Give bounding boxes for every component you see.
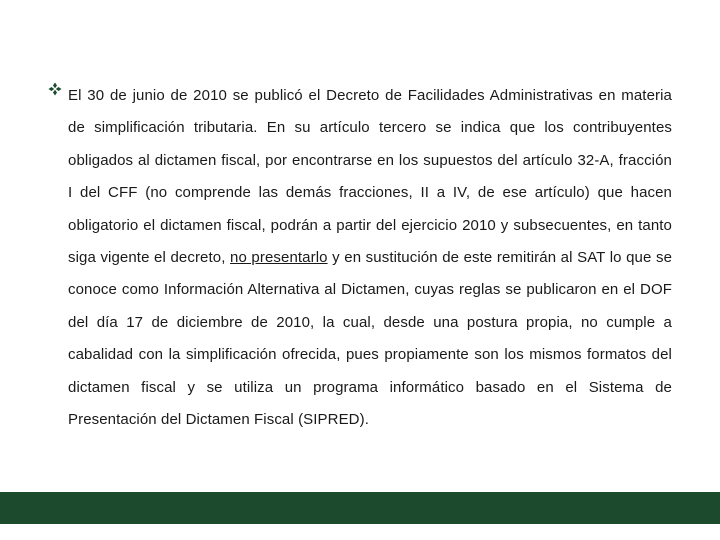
bullet-paragraph-block [48,80,672,436]
text-before-underline: El 30 de junio de 2010 se publicó el Decreto de Facilidades Administrativas en materia de simplificación tributaria. En su artículo tercero se indica que los contribuyentes obligados al dictamen fiscal, por encontrarse en los supuestos del artículo 32-A, fracción I del CFF (no comprende las demás fracciones, II a IV, de ese artículo) que hacen obligatorio el dictamen fiscal, podrán a partir del ejercicio 2010 y subsecuentes, en tanto siga vigente el decreto, [68,87,672,267]
bullet-text [68,80,672,436]
footer-bar [0,492,720,524]
underlined-text: no presentarlo [230,249,328,267]
diamond-bullet-icon [48,82,62,96]
text-after-underline: y en sustitución de este remitirán al SAT lo que se conoce como Información Alternativa al Dictamen, cuyas reglas se publicaron en el DOF del día 17 de diciembre de 2010, la cual, desde una postura propia, no cumple a cabalidad con la simplificación ofrecida, pues propiamente son los mismos formatos del dictamen fiscal y se utiliza un programa informático basado en el Sistema de Presentación del Dictamen Fiscal (SIPRED). [68,249,673,429]
